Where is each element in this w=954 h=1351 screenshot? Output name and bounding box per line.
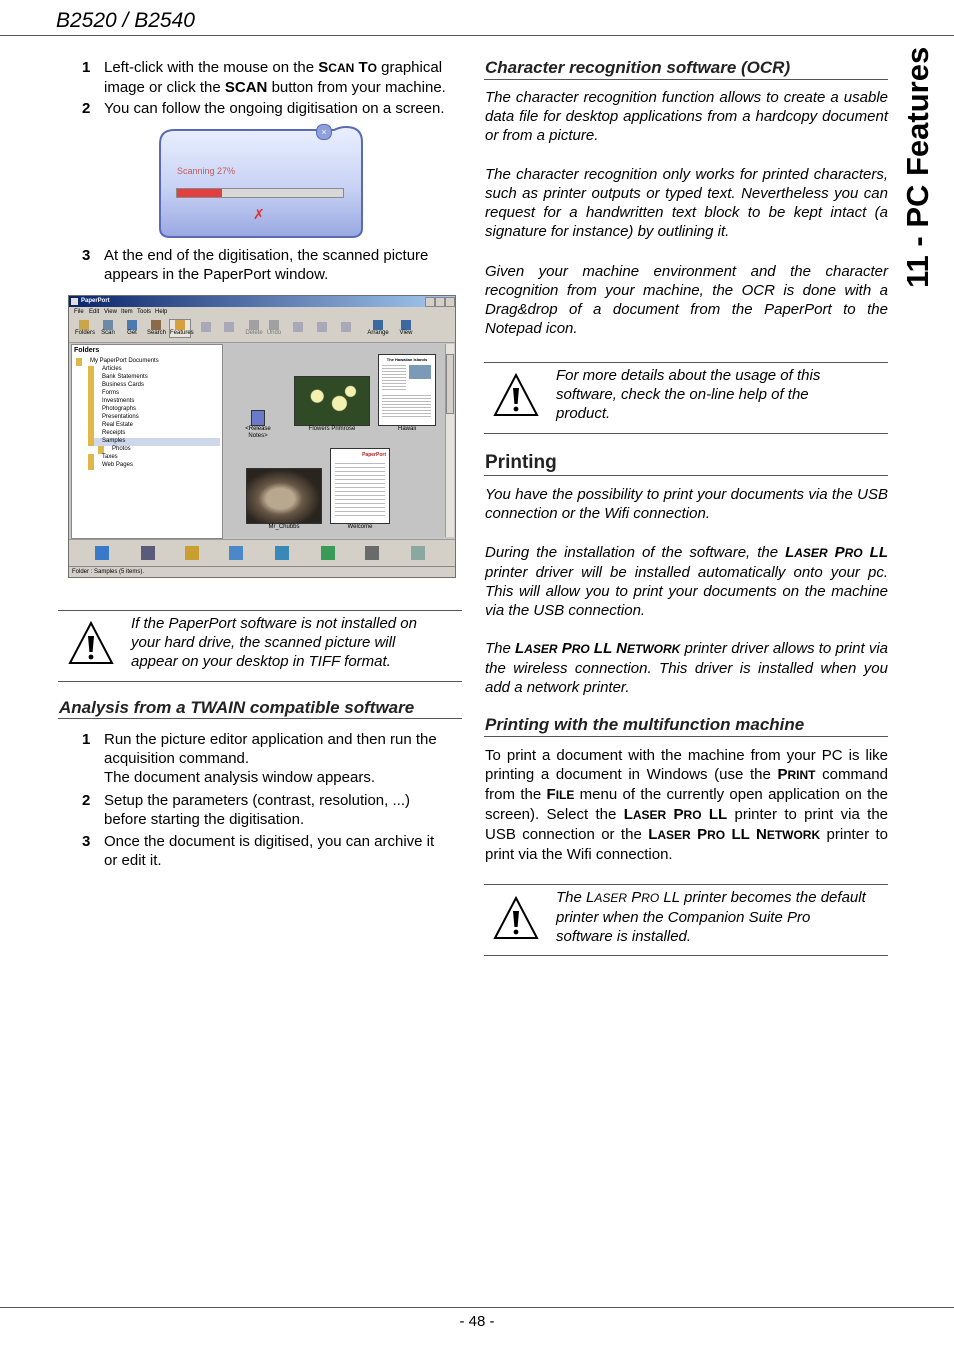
twain-title-rule (58, 718, 462, 719)
folder-item[interactable]: Web Pages (88, 462, 220, 470)
hawaii-doc-heading: The Hawaiian Islands (386, 357, 428, 362)
folder-item[interactable]: Photographs (88, 406, 220, 414)
toolbar-undo-button[interactable]: Undo (265, 320, 283, 337)
printing-section-title: Printing (485, 452, 557, 473)
folder-item-selected[interactable]: Samples (88, 438, 220, 446)
twain-step-3: 3 Once the document is digitised, you can archive it or edit it. (82, 833, 435, 869)
toolbar-tool-icon[interactable] (224, 322, 234, 332)
folder-item[interactable]: Business Cards (88, 382, 220, 390)
send-to-printer-icon[interactable] (365, 546, 379, 560)
toolbar-tool-icon[interactable] (317, 322, 327, 332)
toolbar-search-button[interactable]: Search (147, 320, 165, 337)
scan-progress-fill (177, 189, 222, 197)
toolbar-delete-button[interactable]: Delete (245, 320, 263, 337)
close-icon[interactable]: × (316, 124, 332, 140)
scan-step-1-text: Left-click with the mouse on the SCAN TO graphical image or click the SCAN button from your machine. (104, 59, 446, 96)
folder-item[interactable]: Taxes (88, 454, 220, 462)
note1-top-rule (58, 610, 462, 611)
printing-paragraph-2: During the installation of the software, the LASER PRO LL printer driver will be installed automatically onto your pc. This will allow you to print your documents on the machine via the USB connection. (485, 544, 888, 619)
note3-top-rule (484, 884, 888, 885)
welcome-item[interactable]: PaperPort Welcome (329, 448, 391, 531)
send-to-scanner-icon[interactable] (95, 546, 109, 560)
maximize-button[interactable] (435, 297, 445, 307)
printing-paragraph-1: You have the possibility to print your documents via the USB connection or the Wifi connection. (485, 486, 888, 522)
menu-item[interactable]: Item (121, 309, 133, 315)
hawaii-thumbnail (378, 354, 436, 426)
release-notes-item[interactable]: <Release Notes> (238, 410, 278, 440)
mr-chubbs-item[interactable]: Mr_Chubbs (246, 468, 322, 531)
minimize-button[interactable] (425, 297, 435, 307)
folder-item[interactable]: Bank Statements (88, 374, 220, 382)
note2-top-rule (484, 362, 888, 363)
toolbar-features-button[interactable]: Features (169, 319, 191, 338)
warning-icon (492, 895, 540, 941)
send-to-paint-icon[interactable] (185, 546, 199, 560)
note3-text: The LASER PRO LL printer becomes the default printer when the Companion Suite Pro software is installed. (556, 889, 866, 945)
note3-bottom-rule (484, 955, 888, 956)
scan-status-text: Scanning 27% (177, 166, 236, 176)
menu-file[interactable]: File (74, 309, 84, 315)
paperport-app-icon (71, 298, 78, 305)
welcome-thumbnail (330, 448, 390, 524)
ocr-title-rule (484, 79, 888, 80)
status-text: Folder : Samples (5 items). (72, 569, 145, 575)
menu-tools[interactable]: Tools (137, 309, 152, 315)
send-to-notepad-icon[interactable] (229, 546, 243, 560)
toolbar-scan-button[interactable]: Scan (99, 320, 117, 337)
document-icon (251, 410, 265, 426)
close-window-button[interactable] (445, 297, 455, 307)
folders-pane-header: Folders (74, 347, 100, 354)
cat-photo-thumbnail (246, 468, 322, 524)
warning-icon (492, 372, 540, 418)
header-rule (0, 35, 954, 36)
toolbar-view-button[interactable]: View (397, 320, 415, 337)
menu-view[interactable]: View (104, 309, 117, 315)
footer-rule (0, 1307, 954, 1308)
send-to-ftp-icon[interactable] (321, 546, 335, 560)
paperport-window (68, 295, 456, 578)
send-to-word-icon[interactable] (275, 546, 289, 560)
twain-step-2: 2 Setup the parameters (contrast, resolution, ...) before starting the digitisation. (82, 792, 410, 828)
toolbar-tool-icon[interactable] (201, 322, 211, 332)
printing-paragraph-3: The LASER PRO LL NETWORK printer driver allows to print via the wireless connection. This driver is installed when you add a network printer. (485, 640, 888, 696)
toolbar-get-button[interactable]: Get (123, 320, 141, 337)
warning-icon (67, 620, 115, 666)
desktop-scrollbar[interactable] (445, 344, 454, 537)
folder-item[interactable]: Presentations (88, 414, 220, 422)
paperport-toolbar (69, 317, 455, 343)
menu-edit[interactable]: Edit (89, 309, 100, 315)
send-to-recycle-icon[interactable] (411, 546, 425, 560)
scan-step-3: 3 At the end of the digitisation, the scanned picture appears in the PaperPort window. (82, 247, 429, 283)
toolbar-tool-icon[interactable] (293, 322, 303, 332)
menu-help[interactable]: Help (155, 309, 168, 315)
twain-section-title: Analysis from a TWAIN compatible software (59, 698, 415, 717)
folder-item[interactable]: Receipts (88, 430, 220, 438)
folder-item[interactable]: My PaperPort Documents (76, 358, 220, 366)
cancel-scan-button[interactable]: ✗ (253, 206, 265, 222)
folders-pane (71, 344, 223, 539)
flowers-item[interactable]: Flowers Primrose (294, 376, 370, 433)
folders-tree (76, 358, 220, 470)
folder-item[interactable]: Photos (98, 446, 220, 454)
multifunction-title-rule (484, 736, 888, 737)
paperport-title: PaperPort (81, 298, 110, 304)
desktop-pane (224, 344, 446, 537)
paperport-logo: PaperPort (362, 452, 386, 458)
paperport-statusbar (69, 566, 455, 577)
scan-step-2: 2 You can follow the ongoing digitisation on a screen. (82, 100, 445, 117)
ocr-section-title: Character recognition software (OCR) (485, 58, 791, 77)
twain-step-1: 1 Run the picture editor application and then run the acquisition command. The document analysis window appears. (82, 731, 437, 786)
paperport-titlebar (69, 296, 455, 307)
note2-bottom-rule (484, 433, 888, 434)
hawaii-item[interactable]: The Hawaiian Islands Hawaii (377, 354, 437, 433)
multifunction-paragraph: To print a document with the machine from your PC is like printing a document in Windows (use the PRINT command from the FILE menu of the currently open application on the screen). Select the LASER PRO LL printer to print via the USB connection or the LASER PRO LL NETWORK printer to print via the Wifi connection. (485, 747, 889, 863)
document-title: B2520 / B2540 (56, 9, 195, 32)
ocr-paragraph-3: Given your machine environment and the character recognition from your machine, the OCR is done with a Drag&drop of a document from the PaperPort to the Notepad icon. (485, 263, 888, 337)
scan-progress-bar (176, 188, 344, 198)
flowers-thumbnail (294, 376, 370, 426)
folder-item[interactable]: Forms (88, 390, 220, 398)
printing-title-rule (484, 475, 888, 476)
multifunction-section-title: Printing with the multifunction machine (485, 715, 805, 734)
toolbar-folders-button[interactable]: Folders (75, 320, 93, 337)
note1-text: If the PaperPort software is not installed on your hard drive, the scanned picture will appear on your desktop in TIFF format. (131, 615, 417, 670)
folder-item[interactable]: Investments (88, 398, 220, 406)
note1-bottom-rule (58, 681, 462, 682)
send-to-bar (69, 539, 455, 566)
ocr-paragraph-1: The character recognition function allows to create a usable data file for desktop applications from a hardcopy document or from a picture. (485, 89, 888, 144)
page-number: - 48 - (459, 1313, 495, 1330)
chapter-side-title-text: 11 - PC Features (900, 46, 935, 288)
folder-item[interactable]: Articles (88, 366, 220, 374)
toolbar-tool-icon[interactable] (341, 322, 351, 332)
send-to-fax-icon[interactable] (141, 546, 155, 560)
scan-step-1: 1 Left-click with the mouse on the SCAN TO graphical image or click the SCAN button from your machine. (82, 58, 472, 98)
folder-item[interactable]: Real Estate (88, 422, 220, 430)
scanning-dialog (156, 124, 366, 240)
paperport-menubar (69, 307, 455, 317)
toolbar-arrange-button[interactable]: Arrange (367, 320, 389, 337)
ocr-paragraph-2: The character recognition only works for printed characters, such as printer outputs or typed text. Nevertheless you can request for a handwritten text block to be kept intact (a signature for instance) by outlining it. (485, 166, 888, 240)
note2-text: For more details about the usage of this software, check the on-line help of the product. (556, 367, 821, 422)
